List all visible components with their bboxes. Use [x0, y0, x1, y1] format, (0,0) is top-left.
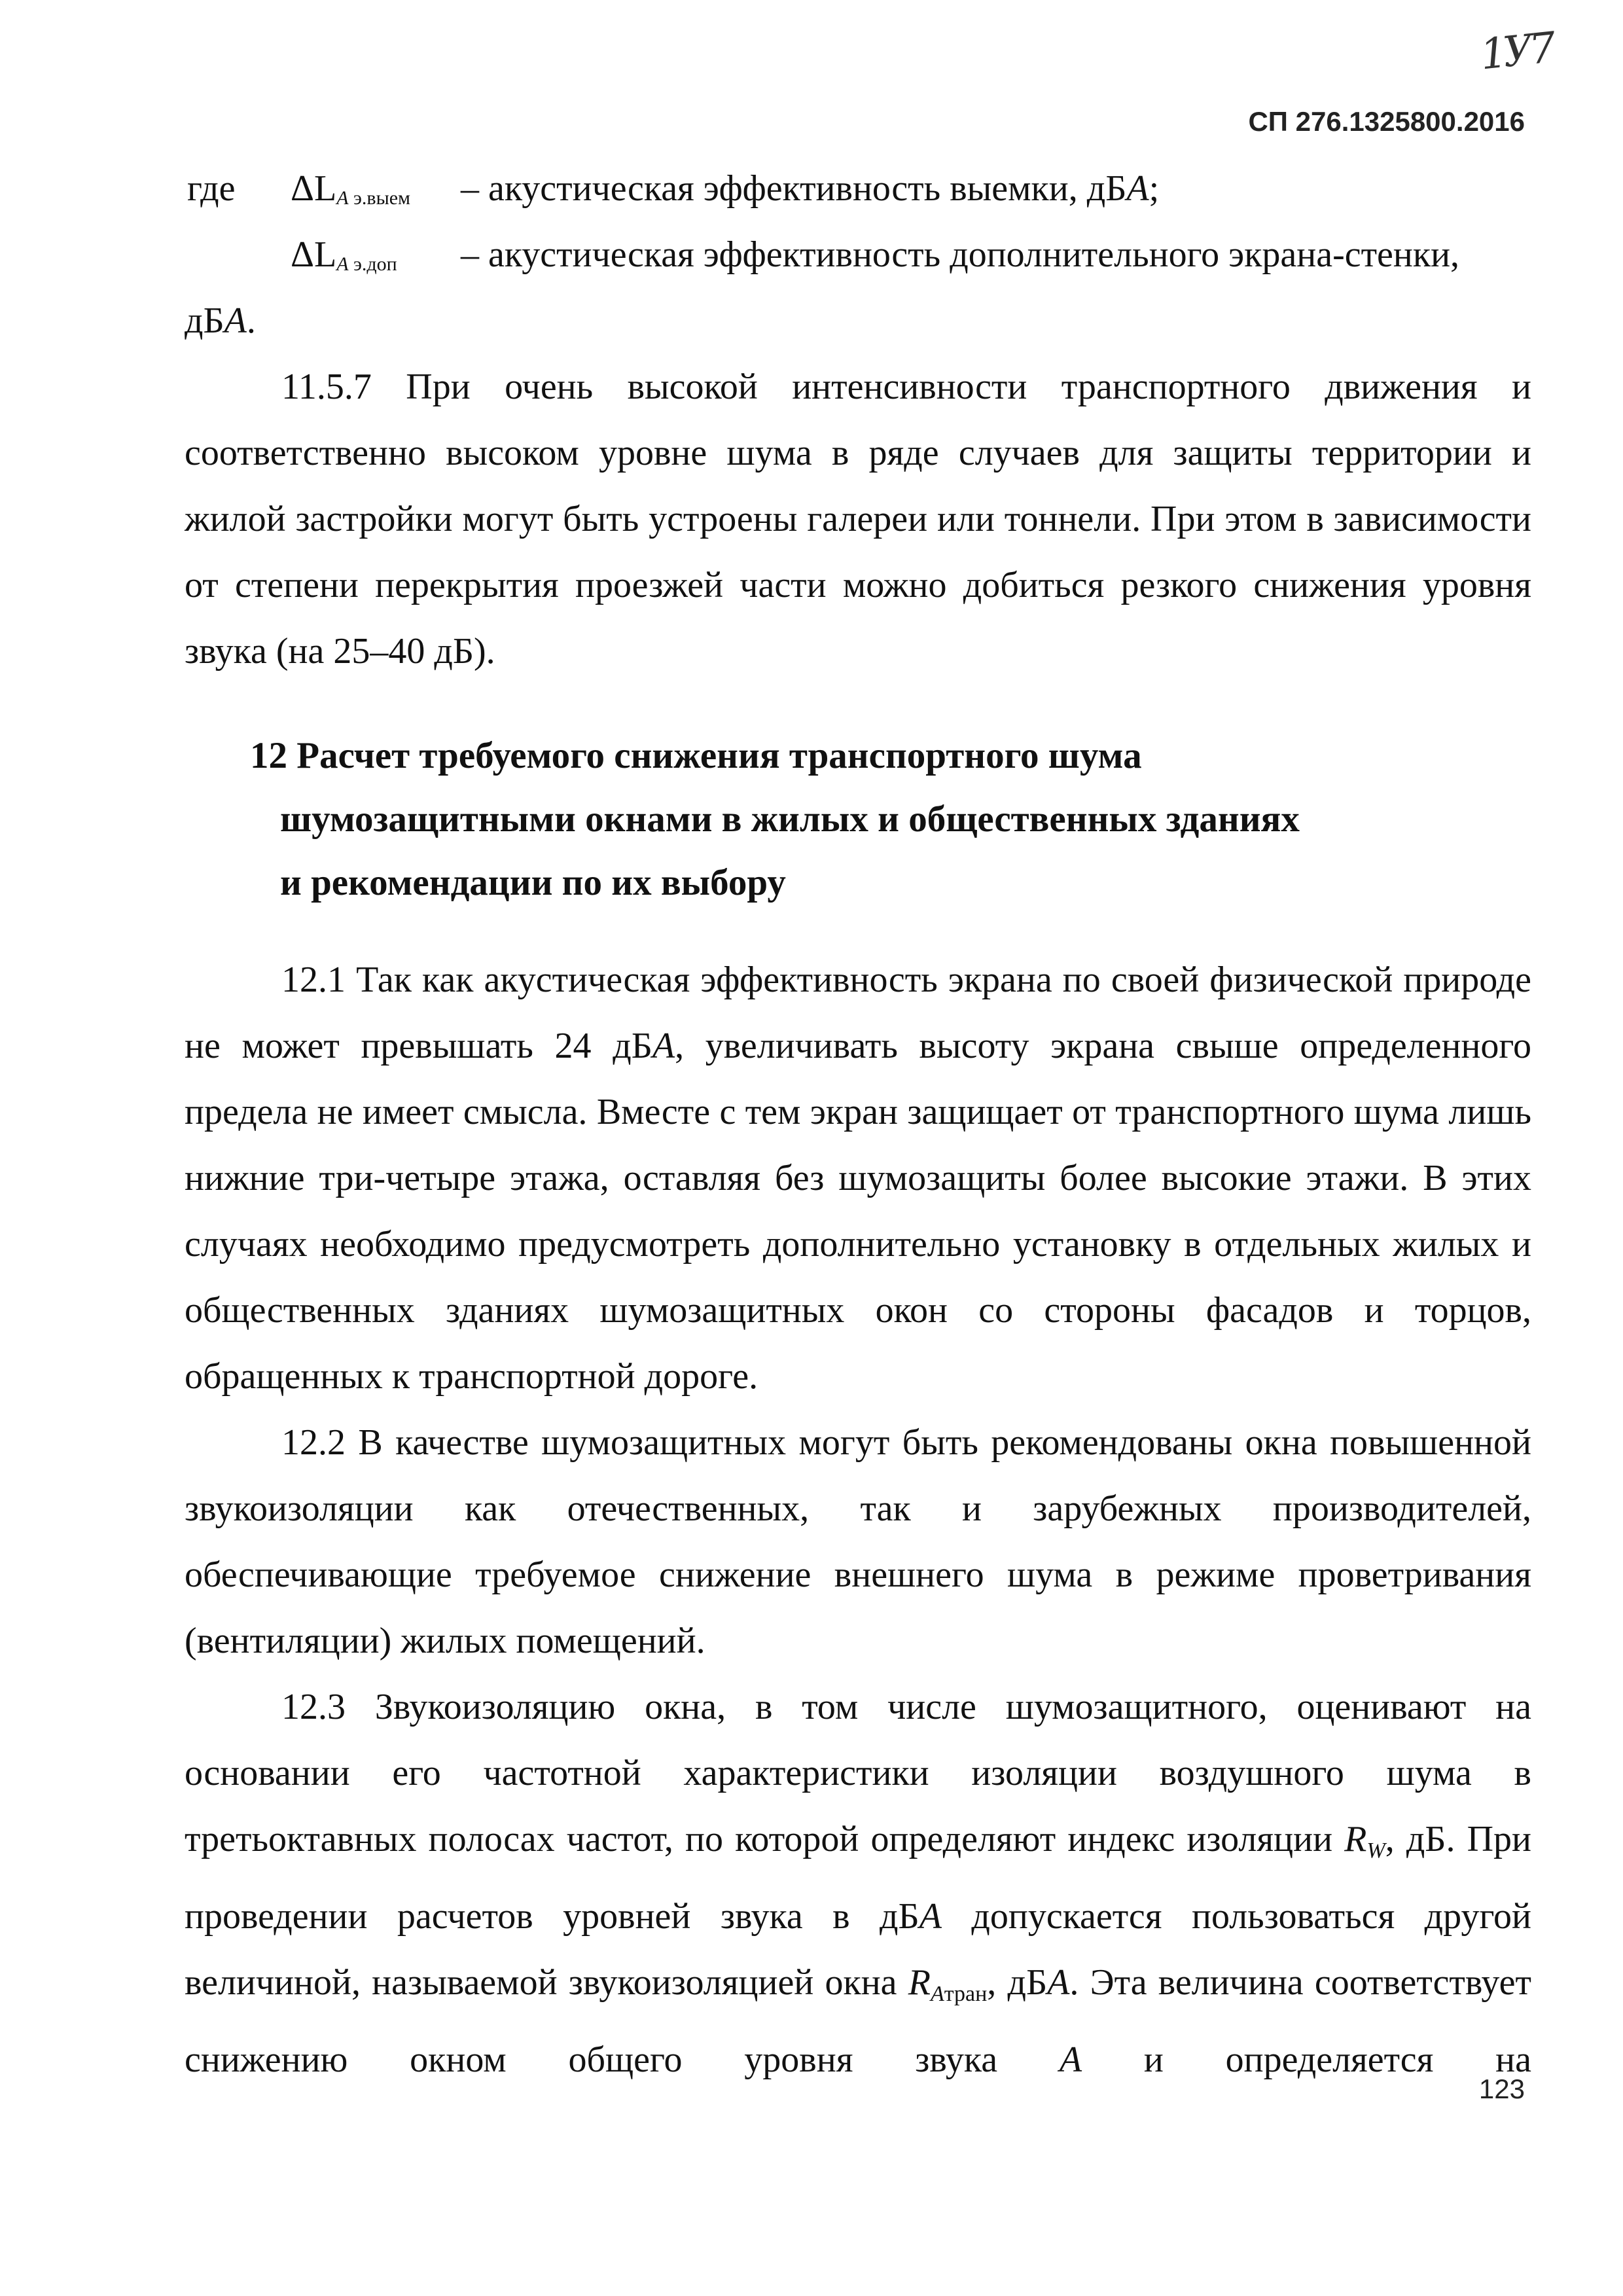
- definition-row-2: [185, 222, 1531, 288]
- paragraph-12-3: 12.3 Звукоизоляцию окна, в том числе шумозащитного, оценивают на основании его частотной характеристики изоляции воздушного шума в третьоктавных полосах частот, по которой определяют индекс изоляции $R_W$, дБ. При проведении расчетов уровней звука в дБA допускается пользоваться другой величиной, называемой звукоизоляцией окна $R_{Aтран}$, дБA. Эта величина соответствует снижению окном общего уровня звука A и определяется на: [185, 1687, 1532, 2080]
- symbol-delta-la-excavation: $\Delta L_{A э.выем}$: [291, 168, 411, 209]
- definition-row-1: [185, 156, 1531, 222]
- page-content: [185, 156, 1531, 2093]
- paragraph-11-5-7: 11.5.7 При очень высокой интенсивности транспортного движения и соответственно высоком уровне шума в ряде случаев для защиты территории и жилой застройки могут быть устроены галереи или тоннели. При этом в зависимости от степени перекрытия проезжей части можно добиться резкого снижения уровня звука (на 25–40 дБ).: [185, 367, 1531, 672]
- definition-tail: дБA.: [185, 300, 256, 341]
- paragraph-12-1: 12.1 Так как акустическая эффективность экрана по своей физической природе не может превышать 24 дБA, увеличивать высоту экрана свыше определенного предела не имеет смысла. Вместе с тем экран защищает от транспортного шума лишь нижние три-четыре этажа, оставляя без шумозащиты более высокие этажи. В этих случаях необходимо предусмотреть дополнительно установку в отдельных жилых и общественных зданиях шумозащитных окон со стороны фасадов и торцов, обращенных к транспортной дороге.: [185, 960, 1531, 1397]
- section-heading: [185, 724, 1531, 914]
- page-number: 123: [1478, 2073, 1525, 2104]
- document-code: СП 276.1325800.2016: [1248, 106, 1525, 137]
- definition-text-1: – акустическая эффективность выемки, дБA;: [461, 168, 1160, 209]
- handwritten-page-number: 1У7: [1478, 24, 1555, 80]
- symbol-delta-la-extra: $\Delta L_{A э.доп}$: [291, 234, 397, 275]
- paragraph-12-2: 12.2 В качестве шумозащитных могут быть рекомендованы окна повышенной звукоизоляции как отечественных, так и зарубежных производителей, обеспечивающие требуемое снижение внешнего шума в режиме проветривания (вентиляции) жилых помещений.: [185, 1422, 1531, 1661]
- section-heading-line-3: и рекомендации по их выбору: [280, 862, 786, 903]
- definition-text-2: – акустическая эффективность дополнительного экрана-стенки,: [461, 234, 1460, 275]
- where-label: где: [187, 168, 236, 209]
- section-heading-line-1: 12 Расчет требуемого снижения транспортного шума: [250, 735, 1142, 776]
- section-heading-line-2: шумозащитными окнами в жилых и общественных зданиях: [280, 798, 1300, 840]
